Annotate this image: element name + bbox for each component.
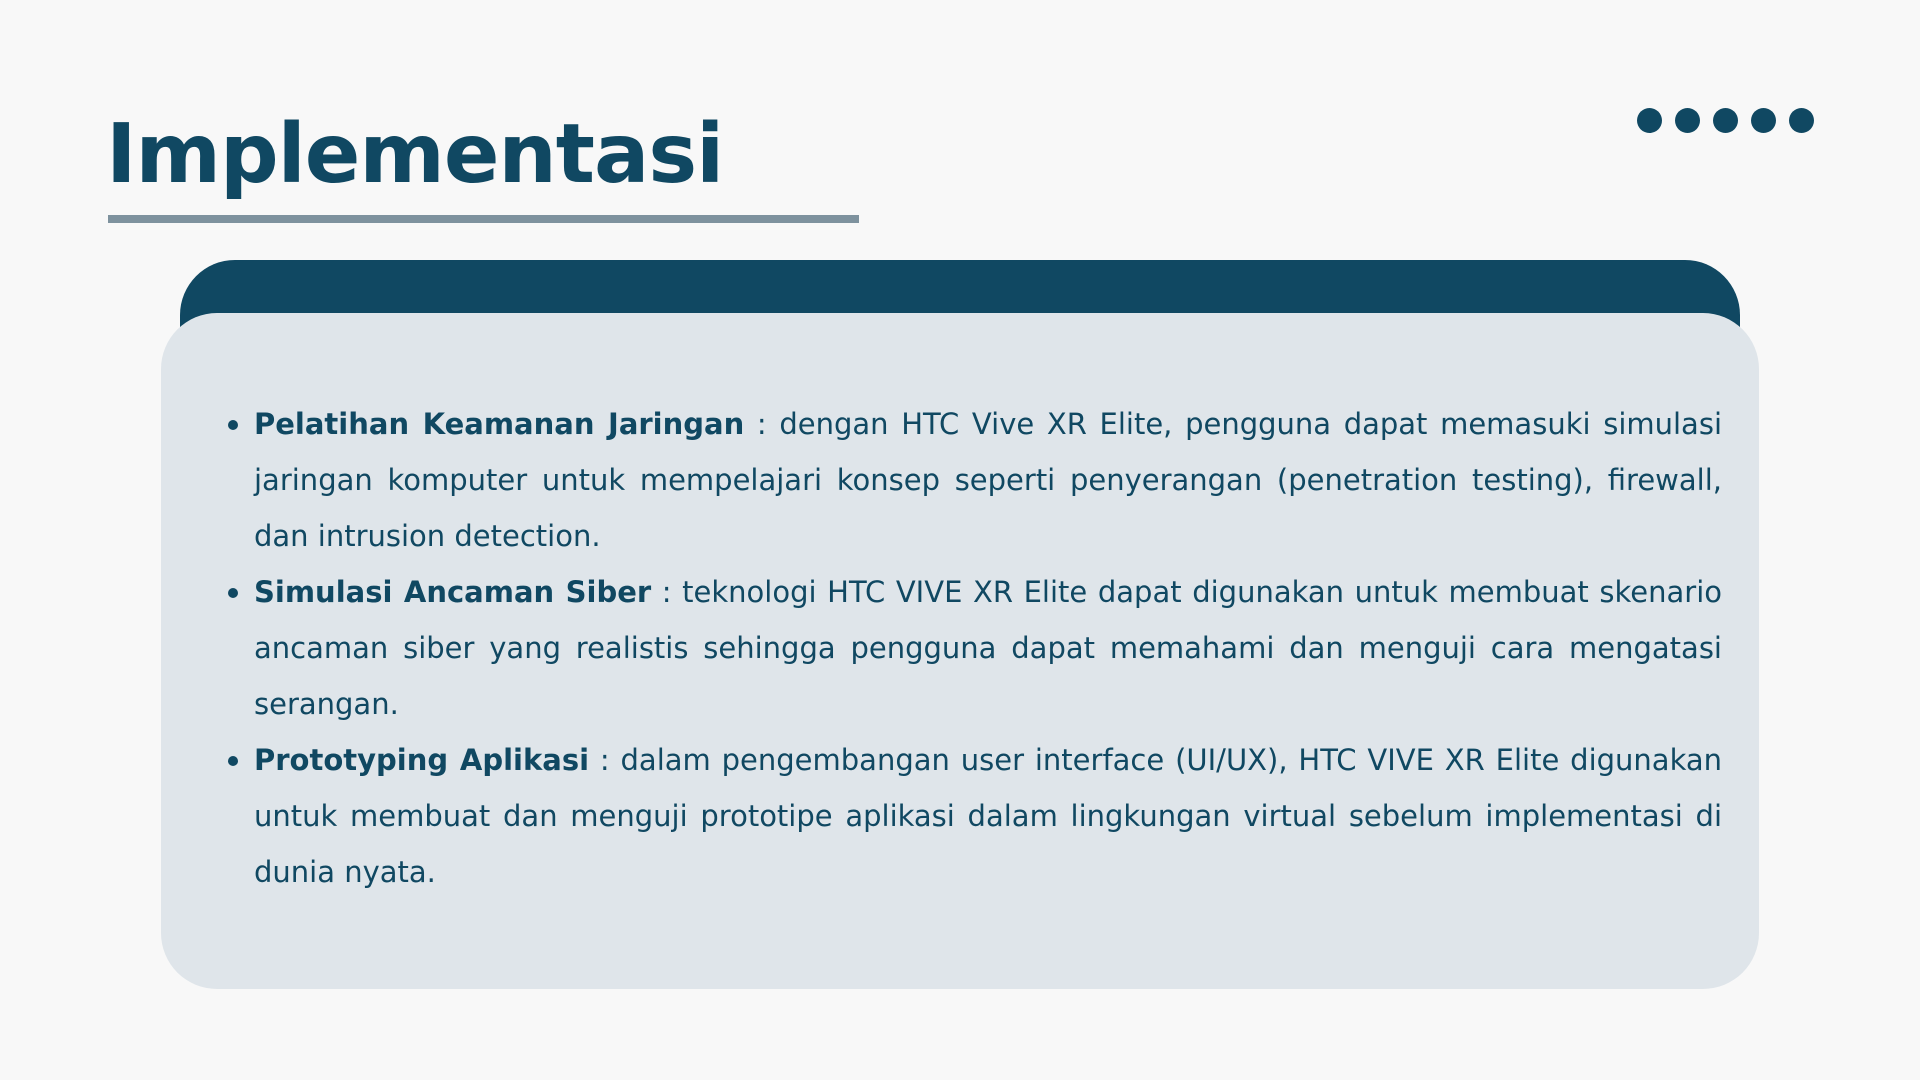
item-term: Pelatihan Keamanan Jaringan (254, 407, 745, 441)
bullet-icon (228, 588, 238, 598)
dot-icon (1751, 108, 1776, 133)
dot-icon (1675, 108, 1700, 133)
bullet-list (254, 396, 1722, 900)
dot-icon (1637, 108, 1662, 133)
list-item (254, 396, 1722, 564)
dot-icon (1713, 108, 1738, 133)
slide-title: Implementasi (106, 107, 724, 202)
bullet-icon (228, 756, 238, 766)
list-item (254, 732, 1722, 900)
bullet-icon (228, 420, 238, 430)
decorative-dots (1637, 108, 1814, 133)
list-item (254, 564, 1722, 732)
item-description: : teknologi HTC VIVE XR Elite dapat digunakan untuk membuat skenario ancaman siber yang realistis sehingga pengguna dapat memahami dan menguji cara mengatasi serangan. (254, 575, 1722, 721)
title-underline (108, 215, 859, 223)
item-term: Prototyping Aplikasi (254, 743, 590, 777)
dot-icon (1789, 108, 1814, 133)
item-description: : dengan HTC Vive XR Elite, pengguna dapat memasuki simulasi jaringan komputer untuk mempelajari konsep seperti penyerangan (penetration testing), firewall, dan intrusion detection. (254, 407, 1722, 553)
item-description: : dalam pengembangan user interface (UI/UX), HTC VIVE XR Elite digunakan untuk membuat dan menguji prototipe aplikasi dalam lingkungan virtual sebelum implementasi di dunia nyata. (254, 743, 1723, 889)
item-term: Simulasi Ancaman Siber (254, 575, 652, 609)
